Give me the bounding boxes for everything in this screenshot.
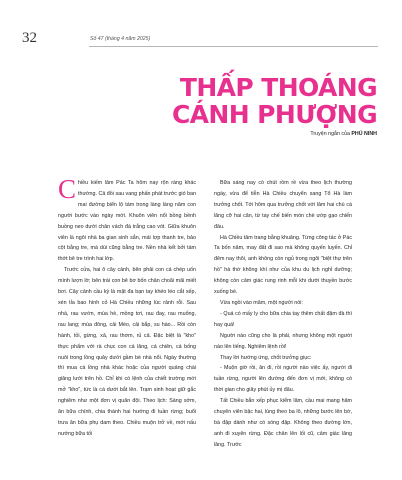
story-title-line-2: CÁNH PHƯỢNG bbox=[171, 100, 377, 129]
header-rule bbox=[89, 46, 378, 47]
byline bbox=[310, 131, 377, 137]
paragraph: Bữa sáng nay có chút rồm rề vừa theo lịch thường ngày, vừa để tiễn Hà Chiều chuyển sang Tổ Hà làm trưởng chốt. Tới hôm qua trưởng chốt với lâm hai chú cá lăng cỡ hai cân, từ tay chế biến món chè ướp gạo chiến đâu. bbox=[214, 180, 352, 230]
byline-author: PHÚ NINH bbox=[351, 131, 377, 137]
byline-prefix: Truyện ngắn của bbox=[310, 131, 352, 137]
paragraph: Tất Chiều bắn xếp phục kiểm lâm, cầu mai mang hăm chuyên viên bậc hai, lùng theo ba lô, những bước lên bờ, bà đập dành như có sóng đập. Không theo đường lớn, anh đi xuyên rừng. Đặc chân lên lối cũ, cảm giác lâng lâng. Trước bbox=[214, 398, 352, 448]
body-column-right bbox=[214, 178, 352, 451]
paragraph: Hà Chiều tâm trang bằng khuăng. Từng công tác ở Pác Ta bốn năm, may đất đi sao mà không quyến luyến. Chỉ đêm nay thôi, anh không còn ngủ trong ngôi "biệt thự trên hồ" hà thờ không khí như của khu du lịch nghỉ dưỡng; không còn cảm giác rung rinh mỗi khi dưới thuyền bước xuống bè. bbox=[214, 234, 352, 296]
drop-cap: C bbox=[58, 174, 77, 204]
paragraph bbox=[58, 174, 196, 265]
story-title bbox=[172, 74, 377, 128]
page-number: 32 bbox=[22, 30, 37, 46]
paragraph: - Muộn giờ rồi, ăn đi, rồi người nào việc ấy, người đi tuần rừng, người lên đường đến đơn vị mới, không có thời gian cho giây phút ủy mị đâu. bbox=[214, 365, 352, 394]
paragraph: Trước cửa, hai ô cây cảnh, bên phải con cá chép uốn mình lượn lờ; bên trái con bê bơ bốn chân choãi mãi miết bơi. Cây cảnh cầu kỳ là mặt đa bạn tay khéo léo cắt xếp, xén tỉa bao hình cỏ Hà Chiều những lúc rảnh rỗi. Sau nhà, rau vườn, mùa hè, mồng tơi, rau đay, rau muống, rau lang; mùa đông, cải Mèo, cải bắp, su hào... Rồi còn hành, tỏi, gừng, xả, rau thơm, rủ cả. Đặc biệt là "kho" thực phẩm với rà chục con cá lăng, cá chiên, cá bống nuôi trong lồng quây dưới gầm bè nhà nổi. Ngày thường thì mua cá lồng nhà khác hoặc của người quảng chài giăng lưới trên hồ. Chỉ khi có lệnh của chiết trường mới mở "kho", tức là cá dưới bắt lên. Trạm sinh hoạt giữ gắc nghiêm như một đơn vị quân đội. Theo lịch: Sáng sớm, ăn bữa chính, chia thành hai hướng đi tuần rừng; buổi trưa ăn bữa phụ dam theo. Chiều muộn trở về, mới nấu nướng bữa tối bbox=[58, 267, 196, 437]
paragraph: Vừa ngồi vào mâm, một người nói: bbox=[220, 299, 303, 306]
paragraph: Thay lời hướng ứng, chốt trưởng giục: bbox=[220, 354, 312, 361]
issue-label: Số 47 (tháng 4 năm 2025) bbox=[90, 36, 151, 42]
paragraph-text: hiều kiếm lâm Pác Ta hôm nay rộn ràng khác thường. Cả đồi sau vang phấn phát trước gió ban mai đường biển lộ tám trong làng làng năm con người bước vào ngày mới. Khuôn viên nổi bồng bềnh buồng neo dưới chân vách đá trắng cao vót. Giữa khuôn viên là ngôi nhà ba gian sinh sắn, mái lợp thanh tre, bảo cột bằng tre, mà dùi cũng bằng tre. Nền nhà kết bởi tám thớt bê tre trình hai lớp. bbox=[58, 180, 196, 263]
paragraph: Người nào cũng cho là phải, nhưng không một người nào lên tiếng. Nghiêm lệnh rồi! bbox=[214, 332, 352, 350]
body-column-left bbox=[58, 174, 196, 440]
story-title-line-1: THẤP THOÁNG bbox=[179, 73, 377, 102]
paragraph: - Quá có mấy ly cho bữa chia tay thêm chất đậm đà thì hay quá! bbox=[214, 310, 352, 328]
